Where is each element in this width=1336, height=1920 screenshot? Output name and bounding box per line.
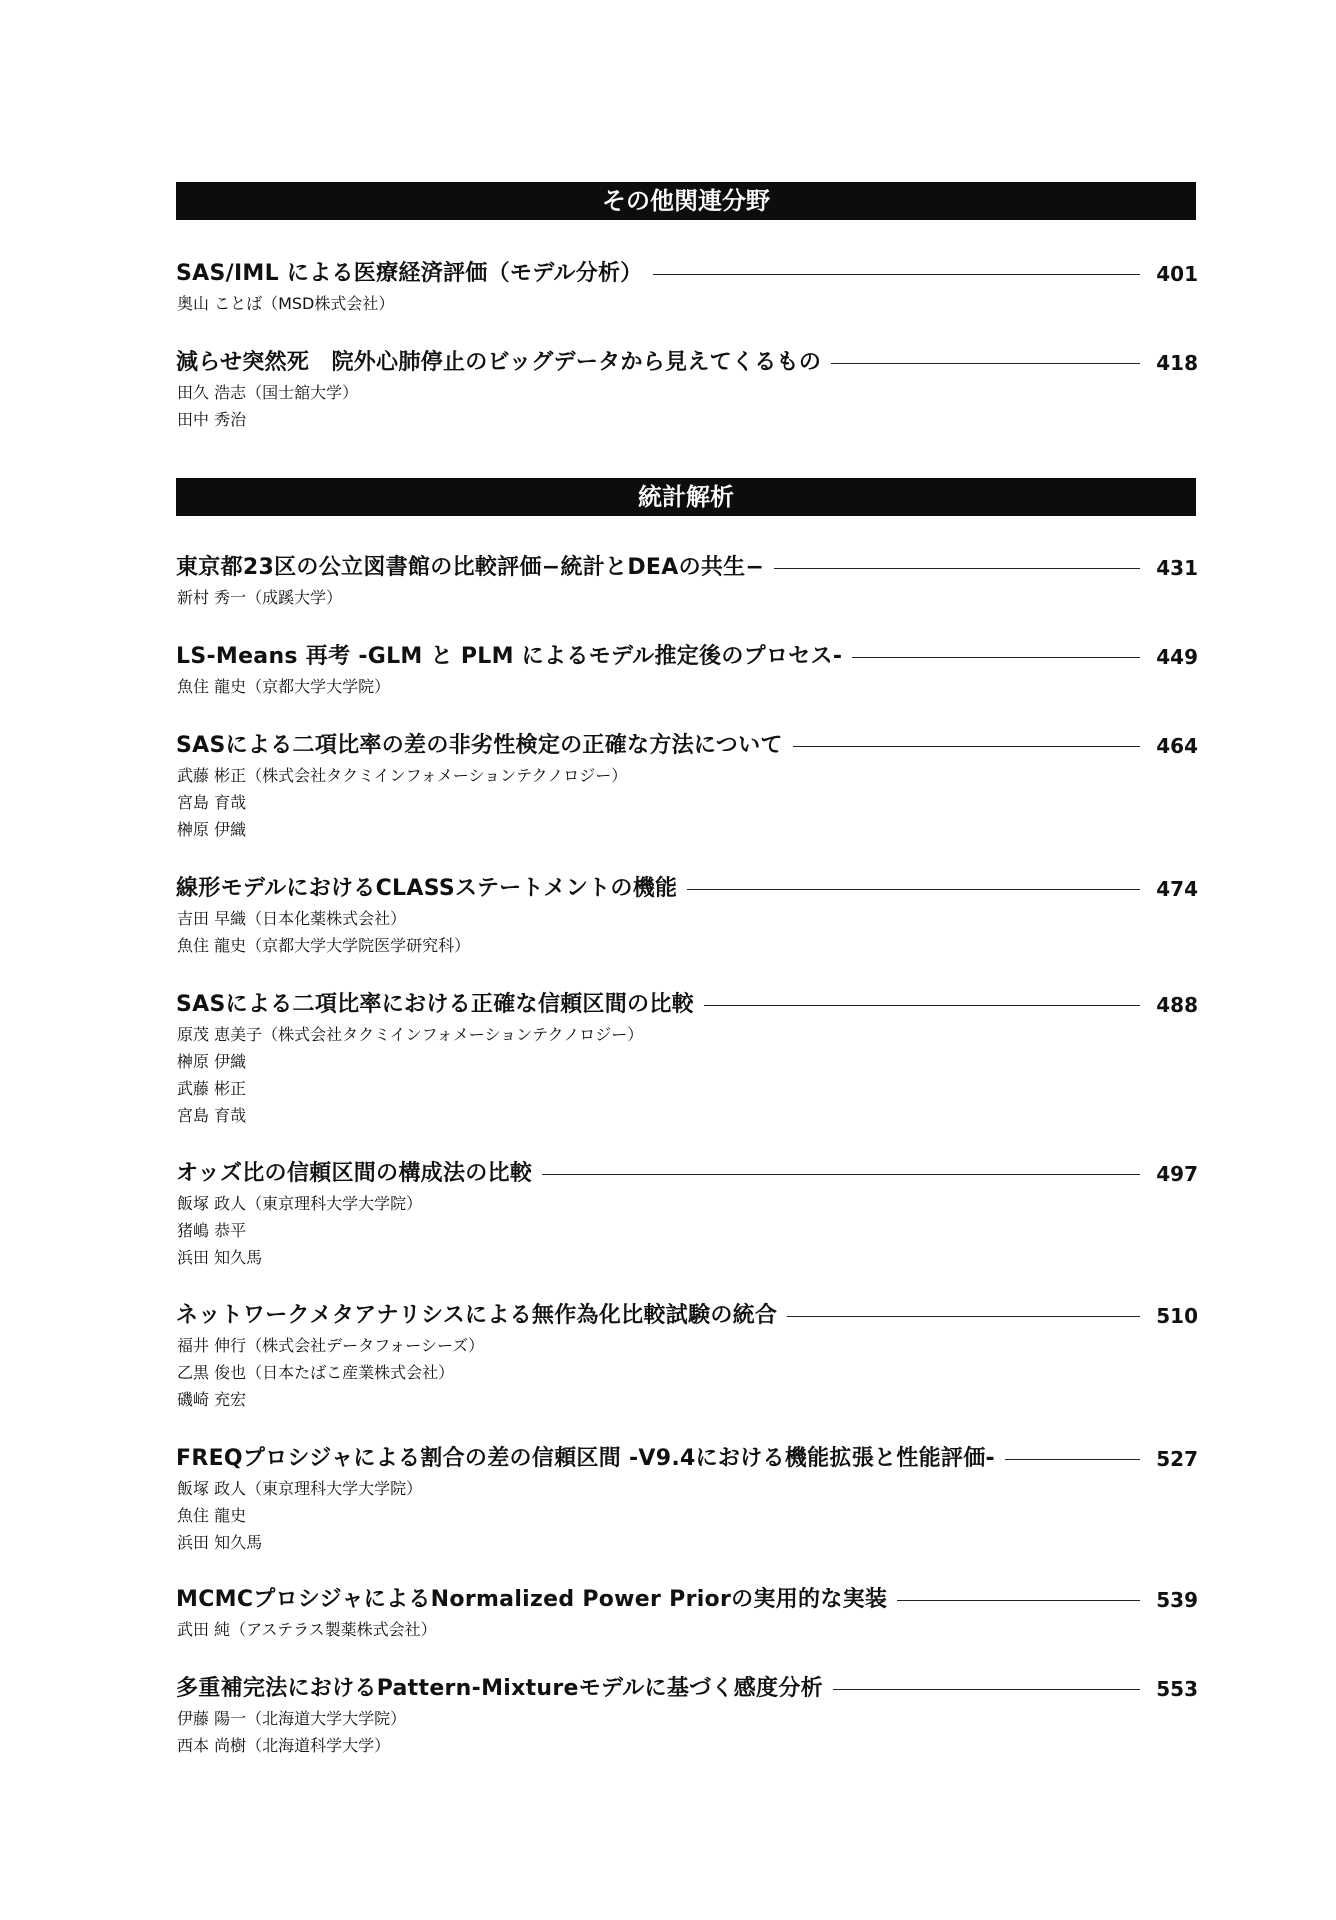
section-header-statistical-analysis: [176, 478, 1196, 516]
page-number: 474: [1156, 877, 1198, 901]
entry-title[interactable]: 多重補完法におけるPattern-Mixtureモデルに基づく感度分析: [176, 1673, 833, 1705]
toc-entry: [176, 1300, 1198, 1413]
page-number: 497: [1156, 1162, 1198, 1186]
entry-title[interactable]: 東京都23区の公立図書館の比較評価−統計とDEAの共生−: [176, 552, 774, 584]
toc-entry: [176, 989, 1198, 1129]
entry-title[interactable]: オッズ比の信頼区間の構成法の比較: [176, 1158, 542, 1190]
entry-title[interactable]: SAS/IML による医療経済評価（モデル分析）: [176, 258, 653, 290]
author: 宮島 育哉: [177, 1106, 247, 1125]
author: 磯崎 充宏: [177, 1390, 247, 1409]
author: 榊原 伊織: [177, 820, 247, 839]
page-number: 539: [1156, 1588, 1198, 1612]
page-number: 431: [1156, 556, 1198, 580]
toc-entry: [176, 730, 1198, 843]
author: 魚住 龍史（京都大学大学院医学研究科）: [177, 936, 471, 955]
section-header-other-fields: [176, 182, 1196, 220]
entry-title[interactable]: ネットワークメタアナリシスによる無作為化比較試験の統合: [176, 1300, 787, 1332]
toc-entry: [176, 1443, 1198, 1556]
author: 魚住 龍史: [177, 1506, 247, 1525]
author: 魚住 龍史（京都大学大学院）: [177, 677, 391, 696]
page-number: 418: [1156, 351, 1198, 375]
author: 浜田 知久馬: [177, 1533, 263, 1552]
toc-entry: [176, 641, 1198, 700]
author: 乙黒 俊也（日本たばこ産業株式会社）: [177, 1363, 455, 1382]
section-heading: その他関連分野: [602, 187, 770, 215]
author: 福井 伸行（株式会社データフォーシーズ）: [177, 1336, 485, 1355]
entry-title[interactable]: SASによる二項比率における正確な信頼区間の比較: [176, 989, 704, 1021]
author: 榊原 伊織: [177, 1052, 247, 1071]
entry-title[interactable]: FREQプロシジャによる割合の差の信頼区間 -V9.4における機能拡張と性能評価-: [176, 1443, 1005, 1475]
author: 伊藤 陽一（北海道大学大学院）: [177, 1709, 407, 1728]
page-number: 527: [1156, 1447, 1198, 1471]
author: 奥山 ことば（MSD株式会社）: [177, 294, 395, 313]
entry-title[interactable]: LS-Means 再考 -GLM と PLM によるモデル推定後のプロセス-: [176, 641, 852, 673]
toc-entry: [176, 1584, 1198, 1643]
author: 武藤 彬正: [177, 1079, 247, 1098]
entry-title[interactable]: MCMCプロシジャによるNormalized Power Priorの実用的な実装: [176, 1584, 897, 1616]
page-number: 553: [1156, 1677, 1198, 1701]
page-number: 449: [1156, 645, 1198, 669]
author: 西本 尚樹（北海道科学大学）: [177, 1736, 391, 1755]
toc-entry: [176, 873, 1198, 959]
author: 田中 秀治: [177, 410, 247, 429]
author: 吉田 早織（日本化薬株式会社）: [177, 909, 407, 928]
toc-entry: [176, 347, 1198, 433]
author: 浜田 知久馬: [177, 1248, 263, 1267]
author: 原茂 恵美子（株式会社タクミインフォメーションテクノロジー）: [177, 1025, 644, 1044]
author: 武藤 彬正（株式会社タクミインフォメーションテクノロジー）: [177, 766, 628, 785]
author: 猪嶋 恭平: [177, 1221, 247, 1240]
toc-entry: [176, 552, 1198, 611]
author: 宮島 育哉: [177, 793, 247, 812]
author: 飯塚 政人（東京理科大学大学院）: [177, 1194, 423, 1213]
author: 飯塚 政人（東京理科大学大学院）: [177, 1479, 423, 1498]
author: 田久 浩志（国士舘大学）: [177, 383, 359, 402]
entry-title[interactable]: 減らせ突然死 院外心肺停止のビッグデータから見えてくるもの: [176, 347, 831, 379]
toc-entry: [176, 258, 1198, 317]
page-number: 510: [1156, 1304, 1198, 1328]
entry-title[interactable]: SASによる二項比率の差の非劣性検定の正確な方法について: [176, 730, 793, 762]
author: 新村 秀一（成蹊大学）: [177, 588, 343, 607]
page-number: 488: [1156, 993, 1198, 1017]
section-heading: 統計解析: [638, 483, 734, 511]
entry-title[interactable]: 線形モデルにおけるCLASSステートメントの機能: [176, 873, 687, 905]
author: 武田 純（アステラス製薬株式会社）: [177, 1620, 437, 1639]
page-number: 464: [1156, 734, 1198, 758]
page-number: 401: [1156, 262, 1198, 286]
toc-entry: [176, 1158, 1198, 1271]
toc-entry: [176, 1673, 1198, 1759]
